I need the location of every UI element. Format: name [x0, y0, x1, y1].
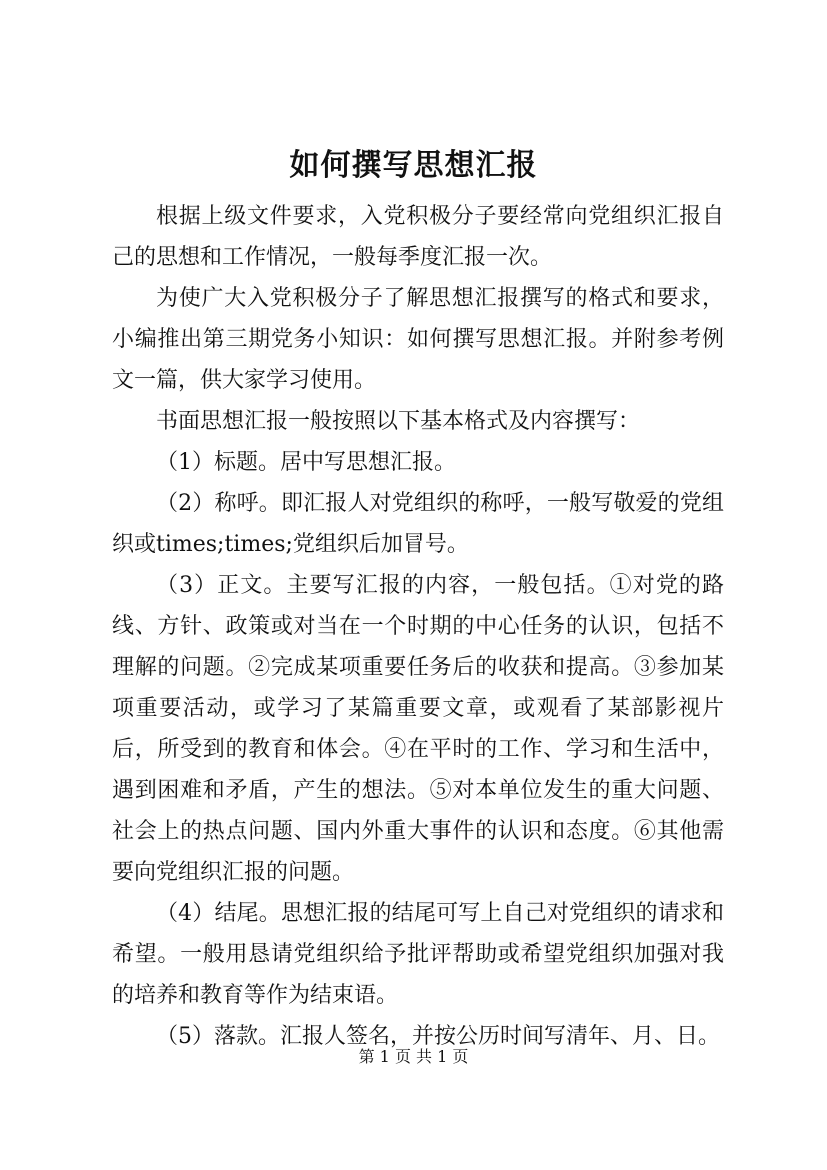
paragraph-item-salutation: （2）称呼。即汇报人对党组织的称呼，一般写敬爱的党组织或times;times;党组织后加冒号。 — [112, 491, 724, 557]
paragraph-item-signature: （5）落款。汇报人签名，并按公历时间写清年、月、日。 — [156, 1024, 720, 1049]
paragraph-intro: 根据上级文件要求，入党积极分子要经常向党组织汇报自己的思想和工作情况，一般每季度汇报一次。 — [112, 204, 724, 270]
paragraph-format-intro: 书面思想汇报一般按照以下基本格式及内容撰写： — [156, 409, 641, 434]
document-title: 如何撰写思想汇报 — [289, 148, 538, 183]
paragraph-item-body: （3）正文。主要写汇报的内容，一般包括。①对党的路线、方针、政策或对当在一个时期的中心任务的认识，包括不理解的问题。②完成某项重要任务后的收获和提高。③参加某项重要活动，或学习了某篇重要文章，或观看了某部影视片后，所受到的教育和体会。④在平时的工作、学习和生活中，遇到困难和矛盾，产生的想法。⑤对本单位发生的重大问题、社会上的热点问题、国内外重大事件的认识和态度。⑥其他需要向党组织汇报的问题。 — [112, 573, 724, 885]
paragraph-item-title: （1）标题。居中写思想汇报。 — [156, 450, 456, 475]
page-footer: 第 1 页 共 1 页 — [358, 1047, 469, 1066]
document-body — [112, 196, 724, 1057]
paragraph-item-closing: （4）结尾。思想汇报的结尾可写上自己对党组织的请求和希望。一般用恳请党组织给予批评帮助或希望党组织加强对我的培养和教育等作为结束语。 — [112, 901, 724, 1008]
paragraph-purpose: 为使广大入党积极分子了解思想汇报撰写的格式和要求，小编推出第三期党务小知识：如何撰写思想汇报。并附参考例文一篇，供大家学习使用。 — [112, 286, 724, 393]
